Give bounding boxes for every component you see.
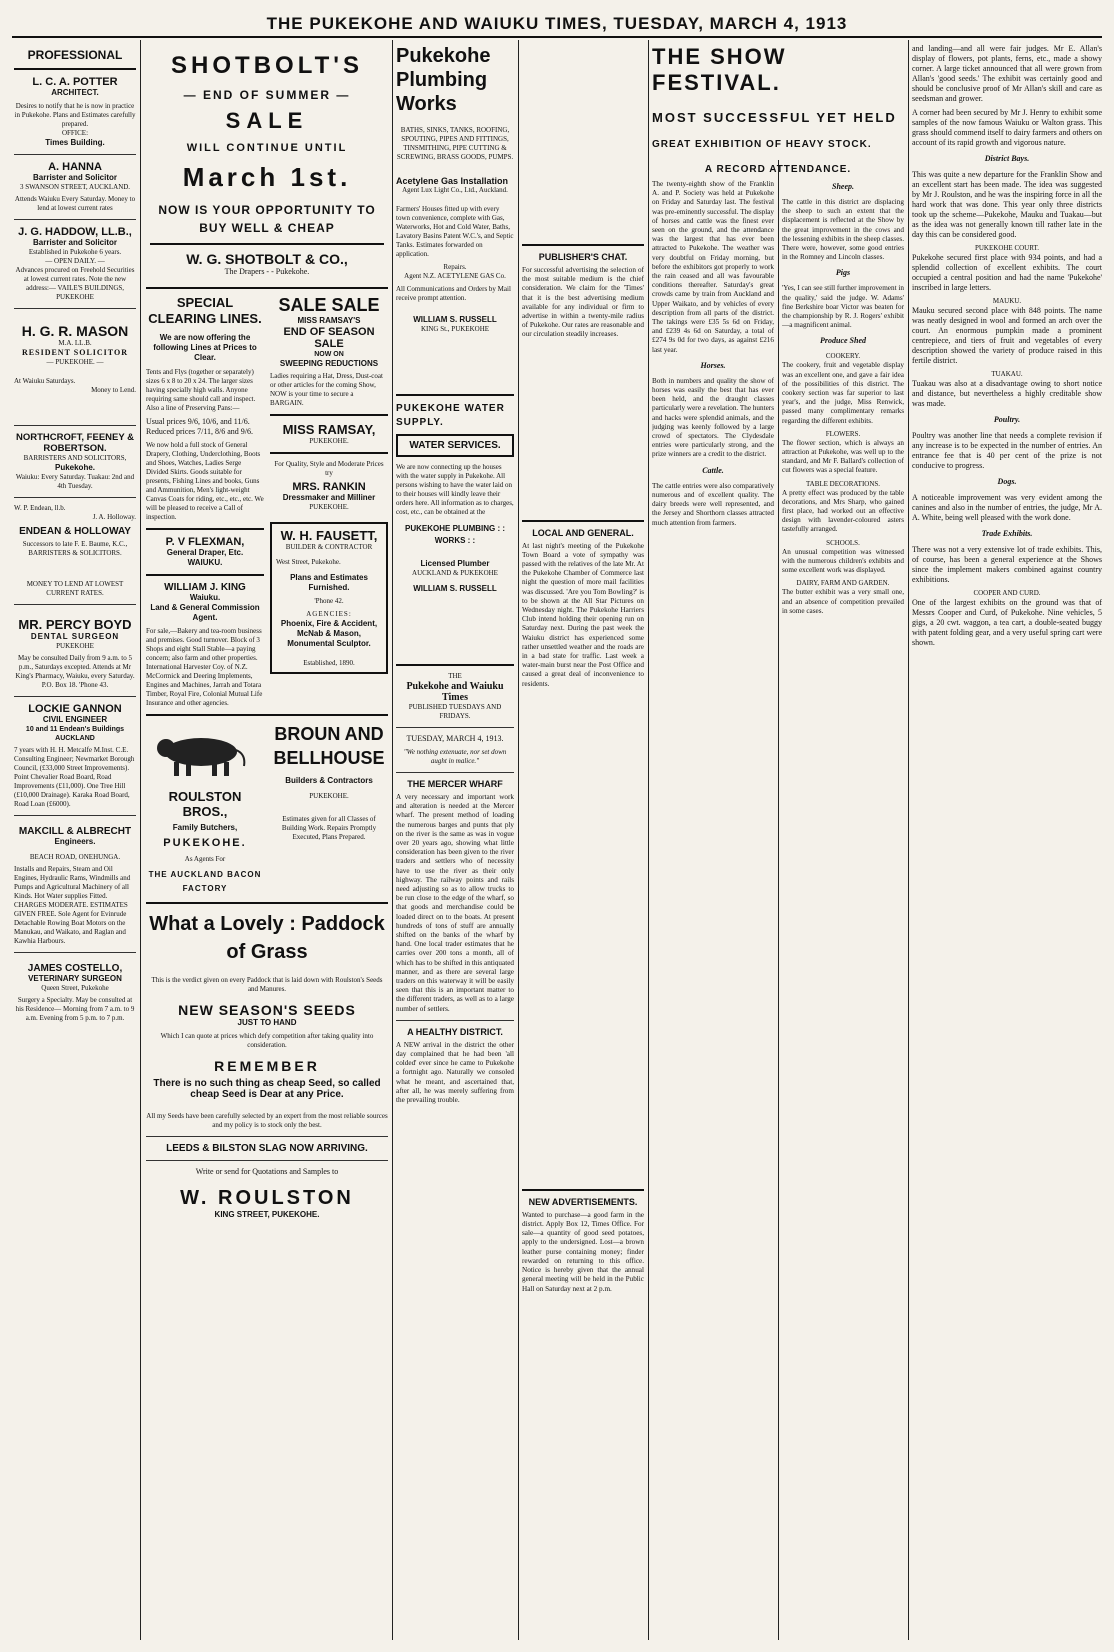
divider [522,520,644,522]
show-col7-p4: Mauku secured second place with 848 points. The name was neatly designed in wool and formed an arch over the court. An enormous pumpkin made a prominent centrepiece, and tiers of fruit and vegetables of every description showed the variety of produce raised in this fertile district. [912,306,1102,365]
sheep-heading: Sheep. [832,182,854,191]
show-flowers-text: The flower section, which is always an attraction at Pukekohe, was well up to the standard, and Mr F. Ballard's collection of cut flowers was a special feature. [782,438,904,475]
northcroft-text: Waiuku: Every Saturday. Tuakau: 2nd and 4th Tuesday. [15,473,135,490]
plumbing-text2: Farmers' Houses fitted up with every town convenience, complete with Gas, Waterworks, Hot and Cold Water, Baths, Lavatory Basins Patent W.C.'s, and Septic Tanks. Estimates forwarded on application. [396,205,514,258]
gannon-title: CIVIL ENGINEER [42,715,108,724]
divider [146,574,264,576]
costello-place: Queen Street, Pukekohe [41,984,109,992]
broun-text: Estimates given for all Classes of Building Work. Repairs Promptly Executed, Plans Prepared. [281,815,377,841]
pigs-heading: Pigs [835,268,851,278]
schools-heading: SCHOOLS. [826,538,860,547]
divider [396,394,514,396]
show-column-1 [652,180,774,1640]
show-sheep-text: The cattle in this district are displacing the sheep to such an extent that the displacement is reflected at the Show by the great improvement in the cows and the lessening exhibits in the sheep classes. There were, however, some good entries in the Romney and Lincoln classes. [782,198,904,262]
divider [150,243,384,245]
masthead-rule [12,36,1102,38]
paddock-slag: LEEDS & BILSTON SLAG NOW ARRIVING. [166,1143,368,1154]
divider [14,815,136,816]
paper-motto: "We nothing extenuate, nor set down aught in malice." [403,748,507,765]
haddow-title: Barrister and Solicitor [32,238,118,247]
paddock-text: This is the verdict given on every Paddock that is laid down with Roulston's Seeds and Manures. [151,976,383,993]
king-name: WILLIAM J. KING [164,582,246,593]
fausett-title: BUILDER & CONTRACTOR [285,543,373,551]
produce-heading: Produce Shed [820,336,866,346]
clearing-text2: We now hold a full stock of General Drapery, Clothing, Underclothing, Boots and Shoes, Watches, Ladies Serge Divided Skirts. Goods suitable for presents, Fishing Lines and books, Guns and Ammunition, Men's light-weight Canvas Coats for riding, etc., etc., etc. We will be pleased to receive a Call of inspection. [146,441,264,521]
divider [14,68,136,70]
endean-text: Successors to late F. E. Baume, K.C., BARRISTERS & SOLICITORS. [22,540,128,557]
court-heading: PUKEKOHE COURT. [974,244,1039,252]
makcill-text: Installs and Repairs, Steam and Oil Engines, Hydraulic Rams, Windmills and Pumps and Agricultural Machinery of all Kinds. Hot Water supplies Fitted. CHARGES MODERATE. ESTIMATES GIVEN FREE. Sole Agent for Evinrude Detachable Rowing Boat Motors on the Manukau, and Waikato, and Raglan and Kawhia Harbours. [14,865,131,945]
plumbing-column [396,44,514,1644]
divider [146,287,388,289]
potter-title: ARCHITECT. [51,88,99,97]
water-title: PUKEKOHE WATER SUPPLY. [396,403,505,428]
show-col7-p9: One of the largest exhibits on the ground was that of Messrs Cooper and Curd, of Pukekohe. Nine vehicles, 5 gigs, a 20 cwt. waggon, a tea cart, a double-seated buggy with patent folding gear, and a very useful spring cart were shown. [912,598,1102,647]
fausett-agencies: Phoenix, Fire & Accident, McNab & Mason, Monumental Sculptor. [280,619,378,648]
shotbolt-ad [146,48,388,281]
makcill-name: MAKCILL & ALBRECHT [18,826,132,837]
shotbolt-end: — END OF SUMMER — [183,88,351,102]
show-sub1: MOST SUCCESSFUL YET HELD [652,110,897,125]
paddock-title: What a Lovely : Paddock of Grass [149,913,385,963]
plumbing-agent-nz: Agent N.Z. ACETYLENE GAS Co. [404,272,506,280]
haddow-established: Established in Pukekohe 6 years. [28,248,122,256]
hanna-title: Barrister and Solicitor [32,173,118,182]
water-text: We are now connecting up the houses with the water supply in Pukekohe. All persons wishing to have the water laid on to their houses will kindly leave their orders here. All information as to charges, cost, etc., can be obtained at the [396,463,514,516]
divider [14,154,136,155]
roulston-bros-factory: THE AUCKLAND BACON FACTORY [148,870,262,893]
horses-heading: Horses. [700,360,726,370]
plumbing-name: WILLIAM S. RUSSELL [413,315,497,324]
king-title: Land & General Commission Agent. [150,603,260,622]
paper-title: Pukekohe and Waiuku Times [406,681,504,703]
costello-title: VETERINARY SURGEON [28,974,122,983]
local-title: LOCAL AND GENERAL. [532,527,634,538]
roulston-bros-title: Family Butchers, [172,823,238,832]
boyd-name: MR. PERCY BOYD [18,617,132,632]
water-services: WATER SERVICES. [396,434,514,457]
show-col7-p6: Poultry was another line that needs a complete revision if any increase is to be expected in the number of entries. An entrance fee that is 40 per cent of the prize is not conducive to progress. [912,431,1102,470]
column-rule [392,40,393,1640]
clearing-ad [146,295,264,708]
plumbing-comm: All Communications and Orders by Mail receive prompt attention. [396,285,511,302]
bull-icon [146,728,256,778]
shotbolt-name: SHOTBOLT'S [171,52,363,79]
plumbing-title: Pukekohe Plumbing Works [396,45,491,115]
paddock-nothing: There is no such thing as cheap Seed, so called cheap Seed is Dear at any Price. [153,1078,381,1100]
clearing-prices: Usual prices 9/6, 10/6, and 11/6. Reduced prices 7/11, 8/6 and 9/6. [146,417,254,436]
king-text: For sale,—Bakery and tea-room business and premises. Good turnover. Block of 3 Shops and eight Stall Stable—a paying concern; also farm and other properties. International Harvester Coy. of N.Z. McCormick and Deering Implements, Engines and Machines, Jarrah and Totara Timber, Royal Fire, Colonial Mutual Life Insurance and other agencies. [146,627,263,707]
healthy-title: A HEALTHY DISTRICT. [407,1026,503,1037]
roulston-bros-place: PUKEKOHE. [163,837,247,849]
wharf-title: THE MERCER WHARF [407,779,503,789]
divider [146,714,388,716]
show-column-3 [912,44,1102,1640]
divider [522,1189,644,1191]
makcill-address: BEACH ROAD, ONEHUNGA. [29,853,121,861]
northcroft-name: NORTHCROFT, FEENEY & ROBERTSON. [15,432,135,454]
show-col7-p7: A noticeable improvement was very evident among the canines and also in the number of entries, the judge, Mr A. A. White, being well pleased with the work done. [912,493,1102,522]
show-title: THE SHOW FESTIVAL. [652,44,787,95]
show-table-text: A pretty effect was produced by the table decorations, and Mrs Sharp, who gained first place, had worked out an effective design with lavender-coloured asters tastefully arranged. [782,488,904,534]
boyd-title: DENTAL SURGEON [30,632,120,641]
divider [522,244,644,246]
divider [14,308,136,309]
ramsay-place: PUKEKOHE. [309,437,349,445]
shotbolt-opportunity: NOW IS YOUR OPPORTUNITY TO BUY WELL & CHEAP [158,203,376,235]
local-text: At last night's meeting of the Pukekohe Town Board a vote of sympathy was passed with the relatives of the late Mr. At the Pukekohe Chamber of Commerce last night the question of more mail facilities was discussed. 'Are you Tom Bowling?' is to be shown at the All Star Pictures on Wednesday night. The Pukekohe Harriers Club intend holding their opening run on Saturday next. During the past week the Waiuku district has experienced some rather unsettled weather and the roads are in a bad state for traffic. Last week a water-main burst near the Post Office and caused a great deal of inconvenience to residents. [522,541,644,688]
plumbing-gas: Acetylene Gas Installation [396,176,509,186]
gannon-text: 7 years with H. H. Metcalfe M.Inst. C.E. Consulting Engineer; Newmarket Borough Council, (£33,000 Street Improvements). Point Chevalier Road Board, Road Improvements (£11,000). One Tree Hill (£10,000 Drainage). Karaka Road Board, Road Loan (£6000). [14,746,135,808]
healthy-text: A NEW arrival in the district the other day complained that he had been 'all colded' ever since he came to Pukekohe a fortnight ago. Naturally we consoled what he meant, and ascertained that, after all, he was merely suffering from the prevailing trouble. [396,1040,514,1105]
potter-building: Times Building. [45,138,105,147]
tuakau-heading: TUAKAU. [991,370,1023,378]
sale-miss: MISS RAMSAY'S [297,316,361,325]
paddock-all: All my Seeds have been carefully selected by an expert from the most reliable sources and my policy is to stock only the best. [146,1112,388,1129]
rankin-place: PUKEKOHE. [309,503,349,511]
ads-column [146,44,388,1644]
show-headline [652,44,904,174]
show-col7-p2: This was quite a new departure for the Franklin Show and an excellent start has been made. The idea was suggested by Mr J. Roulston, and he was the inspiring force in all the hard work that was done. This year only three districts took up the scheme—Pukekohe, Mauku and Tuakau—but as the idea was not generally known till rather late in the day this can be considered good. [912,170,1102,239]
flexman-name: P. V FLEXMAN, [165,536,245,548]
fausett-name: W. H. FAUSETT, [280,528,378,543]
newads-text: Wanted to purchase—a good farm in the district. Apply Box 12, Times Office. For sale—a quantity of good seed potatoes, apply to the undersigned. Lost—a brown leather purse containing money; finder rewarded on returning to this office. Notice is hereby given that the annual general meeting will be held in the Public Hall on Saturday next at 2 p.m. [522,1210,644,1293]
paper-the: THE [448,672,462,680]
column-rule [140,40,141,1640]
ramsay-ad [270,295,388,708]
column-rule [908,40,909,1640]
mason-degree: M.A. LL.B. [58,339,92,347]
divider [14,952,136,953]
flexman-place: WAIUKU. [187,558,223,567]
paddock-remember: REMEMBER [214,1058,320,1074]
shotbolt-drapers: The Drapers - - Pukekohe. [224,267,310,276]
divider [146,528,264,530]
plumbing-agent: Agent Lux Light Co., Ltd., Auckland. [402,186,508,194]
cookery-heading: COOKERY. [825,352,861,361]
show-col7-p3: Pukekohe secured first place with 934 points, and had a splendid collection of excellent exhibits. The court occupied a central position and had the name 'Pukekohe' inscribed in large letters. [912,253,1102,292]
broun-name: BROUN AND BELLHOUSE [273,724,385,768]
show-col7-p1: A corner had been secured by Mr J. Henry to exhibit some samples of the now famous Waiuku or Walton grass. This grass should commend itself to dairy farmers and others on account of its rapid growth and vigorous nature. [912,108,1102,147]
wharf-text: A very necessary and important work and alteration is needed at the Mercer wharf. The present method of loading the numerous barges and punts that ply on the river is the same as was in vogue over 20 years ago, showing what little consideration has been given to the river traders and settlers who of necessity have to use the river as their only highway. The railway points and rails need adjusting so as to allow trucks to be run close to the edge of the wharf, so that goods and merchandise could be loaded direct on to the boats. At present hundreds of tons of stuff are annually shifted on the banks of the wharf by hand. One local trader estimates that he carries over 200 tons a month, all of which has to be shifted in this antiquated manner, and as there are several large traders on this waterway it will be easily seen that this is an important matter to the different traders, as well as to a large number of settlers. [396,793,514,1013]
mason-money: Money to Lend. [91,386,136,394]
divider [270,452,388,454]
dogs-heading: Dogs. [997,477,1017,486]
divider [396,727,514,728]
divider [270,414,388,416]
costello-text: Surgery a Specialty. May be consulted at his Residence— Morning from 7 a.m. to 9 a.m. Evening from 5 p.m. to 7 p.m. [15,996,135,1022]
roulston-seeds-ad [146,910,388,1220]
paddock-new: NEW SEASON'S SEEDS [178,1002,356,1018]
cattle-heading: Cattle. [702,465,724,475]
sale-now: NOW ON [314,351,344,358]
broun-title: Builders & Contractors [285,776,373,785]
flowers-heading: FLOWERS. [825,429,861,438]
gannon-address: 10 and 11 Endean's Buildings AUCKLAND [25,726,125,742]
poultry-heading: Poultry. [993,415,1021,424]
mason-place: — PUKEKOHE. — [46,358,104,366]
divider [396,1020,514,1021]
divider [146,902,388,904]
rankin-lead: For Quality, Style and Moderate Prices try [274,460,384,477]
show-p3: The cattle entries were also comparatively numerous and of excellent quality. The dairy breeds were well represented, and the Jersey and Shorthorn classes attracted much attention from farmers. [652,481,774,527]
endean-name: ENDEAN & HOLLOWAY [19,526,131,537]
roulston-bros-name: ROULSTON BROS., [168,789,242,819]
plumbing-text: BATHS, SINKS, TANKS, ROOFING, SPOUTING, PIPES AND FITTINGS, TINSMITHING, PIPE CUTTING & SCREWING, BRASS GOODS, PUMPS. [396,126,514,161]
show-col7-lead: and landing—and all were fair judges. Mr E. Allan's display of flowers, pot plants, ferns, etc., made a showy corner. A large ticket announced that all were grown from Allan's 'good seeds.' The exhibit was certainly good and should be conclusive proof of Mr Allan's skill and care as seedsman and grower. [912,44,1102,103]
endean-a: W. P. Endean, ll.b. [14,504,66,512]
paper-published: PUBLISHED TUESDAYS AND FRIDAYS. [408,703,502,720]
boyd-place: PUKEKOHE [56,642,94,650]
ads-row-2 [146,722,388,896]
mason-title: RESIDENT SOLICITOR [22,348,128,357]
mauku-heading: MAUKU. [992,297,1022,305]
clearing-lead: We are now offering the following Lines at Prices to Clear. [153,333,257,362]
show-p2: Both in numbers and quality the show of horses was easily the best that has ever been held, and the draught classes particularly were a revelation. The hunters and hacks were splendid animals, and the judging was keenly followed by a large crowd of spectators. The Clydesdale entries were particularly strong, and the prize winners are a credit to the district. [652,376,774,459]
paddock-which: Which I can quote at prices which defy competition after taking quality into consideration. [160,1032,374,1049]
divider [146,1160,388,1161]
trade-heading: Trade Exhibits. [981,529,1033,538]
sale-title: SALE SALE [278,295,380,315]
divider [396,772,514,773]
flexman-title: General Draper, Etc. [166,548,244,557]
mason-text: At Waiuku Saturdays. [14,377,76,385]
show-p1: The twenty-eighth show of the Franklin A. and P. Society was held at Pukekohe on Friday and Saturday last. The festival was pre-eminently successful. The display of horses and cattle was the finest ever seen on the ground, and the attendance was the largest that has ever been attracted to Pukekohe. The weather was very doubtful on Friday morning, but before the exhibitors got properly to work the rain ceased and all was favourable conditions thereafter. Saturday's great crowds came by train from Auckland and Upper Waikato, and by vehicles of every description from all parts of the district. The takings were £35 5s 6d on Friday, and £239 4s 6d on Saturday, a total of £274 9s 0d for two days, as against £216 last year. [652,180,774,354]
table-heading: TABLE DECORATIONS. [805,479,881,488]
shotbolt-sale: SALE [225,108,309,133]
show-schools-text: An unusual competition was witnessed with the numerous children's exhibits and some excellent work was displayed. [782,547,904,575]
water-name: WILLIAM S. RUSSELL [413,584,497,593]
ads-row [146,295,388,708]
paddock-address: KING STREET, PUKEKOHE. [214,1210,320,1219]
haddow-open-daily: — OPEN DAILY. — [45,257,105,265]
gannon-name: LOCKIE GANNON [28,703,122,715]
clearing-text: Tents and Flys (together or separately) sizes 6 x 8 to 20 x 24. The larger sizes having specially high walls. Anyone requiring same should call and inspect. Also a line of Preserving Pans:— [146,368,256,412]
sale-end: END OF SEASON SALE [283,326,375,350]
water-works: PUKEKOHE PLUMBING : : WORKS : : [405,524,505,545]
water-place: AUCKLAND & PUKEKOHE [412,569,498,577]
fausett-established: Established, 1890. [303,659,355,667]
broun-place: PUKEKOHE. [309,792,349,800]
roulston-bros-agents: As Agents For [184,855,226,863]
rankin-name: MRS. RANKIN [292,481,366,493]
dairy-heading: DAIRY, FARM AND GARDEN. [796,579,890,588]
endean-lend: MONEY TO LEND AT LOWEST CURRENT RATES. [26,580,124,597]
fausett-address: West Street, Pukekohe. [276,558,341,566]
fausett-ad [270,522,388,674]
divider [14,497,136,498]
show-sub2: GREAT EXHIBITION OF HEAVY STOCK. [652,139,872,150]
paper-date: TUESDAY, MARCH 4, 1913. [406,734,504,743]
potter-office: OFFICE: [61,129,89,137]
column-rule [518,40,519,1640]
divider [14,425,136,426]
column-rule [648,40,649,1640]
potter-text: Desires to notify that he is now in practice in Pukekohe. Plans and Estimates carefully prepared. [14,102,136,128]
column-rule [778,160,779,1640]
news-column [522,44,644,1644]
king-place: Waiuku. [189,593,221,602]
paddock-write: Write or send for Quotations and Samples to [195,1167,339,1176]
professional-header: PROFESSIONAL [27,48,123,62]
newads-title: NEW ADVERTISEMENTS. [528,1196,638,1207]
pubchat-title: PUBLISHER'S CHAT. [538,252,628,262]
professional-column [14,44,136,1644]
paddock-firm: W. ROULSTON [180,1187,354,1209]
show-pigs-text: 'Yes, I can see still further improvement in the quality,' said the judge. W. Adams' fine Berkshire boar Victor was beaten for the championship by R. J. Rogers' exhibit—a magnificent animal. [782,284,904,330]
roulston-bros-ad [146,722,264,896]
costello-name: JAMES COSTELLO, [27,963,123,974]
plumbing-repairs: Repairs. [443,263,467,271]
shotbolt-continue: WILL CONTINUE UNTIL [186,142,348,154]
sale-reductions: SWEEPING REDUCTIONS [279,359,379,368]
makcill-title: Engineers. [54,837,96,846]
hanna-name: A. HANNA [48,161,102,173]
bays-heading: District Bays. [984,154,1030,163]
paddock-just: JUST TO HAND [237,1018,297,1027]
show-sub3: A RECORD ATTENDANCE. [704,164,852,174]
northcroft-place: Pukekohe. [54,463,95,472]
divider [396,664,514,666]
potter-name: L. C. A. POTTER [32,76,118,88]
divider [14,604,136,605]
hanna-text: Attends Waiuku Every Saturday. Money to lend at lowest current rates [14,195,136,212]
broun-ad [270,722,388,896]
hanna-address: 3 SWANSON STREET, AUCKLAND. [19,183,131,191]
endean-b: J. A. Holloway. [92,513,136,521]
show-col7-p8: There was not a very extensive lot of trade exhibits. This, of course, has been a general experience at the Shows since the implement makers combined against country exhibitions. [912,545,1102,584]
haddow-name: J. G. HADDOW, LL.B., [18,226,132,238]
shotbolt-firm: W. G. SHOTBOLT & CO., [186,251,348,267]
fausett-agencies-label: AGENCIES: [306,610,352,618]
divider [14,696,136,697]
fausett-phone: 'Phone 42. [314,597,344,605]
show-dairy-text: The butter exhibit was a very small one, and an absence of competition prevailed in some cases. [782,588,904,615]
show-column-2 [782,180,904,1640]
divider [146,1136,388,1137]
plumbing-address: KING St., PUKEKOHE [420,325,490,333]
cooper-heading: COOPER AND CURD. [973,589,1041,597]
masthead: THE PUKEKOHE AND WAIUKU TIMES, TUESDAY, MARCH 4, 1913 [266,14,848,33]
shotbolt-date: March 1st. [182,162,352,192]
fausett-plans: Plans and Estimates Furnished. [290,573,368,592]
water-licensed: Licensed Plumber [420,559,490,568]
rankin-title: Dressmaker and Milliner [282,493,376,502]
pubchat-text: For successful advertising the selection of the most suitable medium is the chief consideration. We claim for the 'Times' that it is the best advertising medium available for any individual or firm to advertise in within a twenty-mile radius of Pukekohe. Our rates are reasonable and our circulation steadily increases. [522,266,644,339]
mason-name: H. G. R. MASON [21,323,129,339]
show-cookery-text: The cookery, fruit and vegetable display was an excellent one, and gave a fair idea of the possibilities of this district. The cookery section was far superior to last year's, and the judge, Miss Renwick, passed many complimentary remarks regarding the different exhibits. [782,361,904,425]
clearing-title: SPECIAL CLEARING LINES. [148,295,262,326]
sale-text: Ladies requiring a Hat, Dress, Dust-coat or other articles for the coming Show, NOW is your time to secure a BARGAIN. [270,372,383,407]
northcroft-title: BARRISTERS AND SOLICITORS, [23,454,127,462]
show-col7-p5: Tuakau was also at a disadvantage owing to short notice and distance, but nevertheless a highly creditable show was made. [912,379,1102,408]
divider [14,219,136,220]
haddow-text: Advances procured on Freehold Securities at lowest current rates. Note the new address:— VAILE'S BUILDINGS, PUKEKOHE [15,266,135,301]
boyd-text: May be consulted Daily from 9 a.m. to 5 p.m., Saturdays excepted. Attends at Mr King's Pharmacy, Waiuku, every Saturday. P.O. Box 18. 'Phone 43. [15,654,135,689]
ramsay-name: MISS RAMSAY, [282,422,376,437]
